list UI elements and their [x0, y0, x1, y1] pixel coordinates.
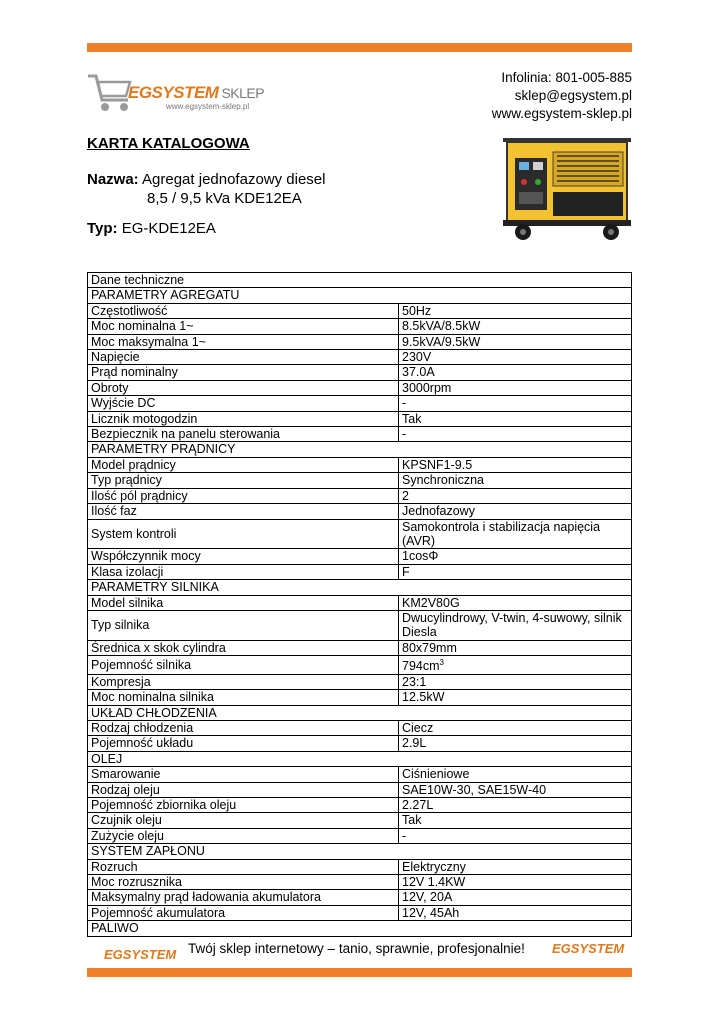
spec-label: Ilość faz	[88, 504, 399, 519]
spec-value-text: 2	[402, 488, 409, 503]
table-row	[88, 380, 632, 395]
spec-label: Obroty	[88, 380, 399, 395]
spec-value-text: 1cosΦ	[402, 549, 439, 564]
spec-value	[399, 890, 632, 905]
footer-logo-left: EGSYSTEM	[104, 947, 177, 962]
spec-value	[399, 656, 632, 675]
spec-value	[399, 519, 632, 549]
spec-label: Klasa izolacji	[88, 564, 399, 579]
table-row	[88, 828, 632, 843]
table-row	[88, 488, 632, 503]
spec-label: Napięcie	[88, 350, 399, 365]
contact-email[interactable]: sklep@egsystem.pl	[514, 88, 632, 103]
spec-label: Moc maksymalna 1~	[88, 334, 399, 349]
spec-label: Licznik motogodzin	[88, 411, 399, 426]
spec-value-text: 80x79mm	[402, 640, 457, 655]
table-row	[88, 890, 632, 905]
spec-value-text: 23:1	[402, 674, 427, 689]
table-row	[88, 767, 632, 782]
spec-label: Maksymalny prąd ładowania akumulatora	[88, 890, 399, 905]
spec-value	[399, 640, 632, 655]
spec-label: Bezpiecznik na panelu sterowania	[88, 427, 399, 442]
spec-value	[399, 549, 632, 564]
table-row	[88, 736, 632, 751]
spec-value-text: -	[402, 828, 407, 843]
spec-value-text: 230V	[402, 350, 432, 365]
top-accent-bar	[87, 43, 632, 52]
spec-label: Rodzaj oleju	[88, 782, 399, 797]
spec-value	[399, 365, 632, 380]
table-row	[88, 457, 632, 472]
bottom-accent-bar	[87, 968, 632, 977]
type-label: Typ:	[87, 220, 118, 237]
section-label: PARAMETRY PRĄDNICY	[88, 442, 632, 457]
spec-label: Zużycie oleju	[88, 828, 399, 843]
spec-value-text: Dwucylindrowy, V-twin, 4-suwowy, silnik Diesla	[402, 610, 622, 640]
spec-value-text: 12V 1.4KW	[402, 875, 466, 889]
contact-phone: Infolinia: 801-005-885	[501, 70, 632, 85]
table-row	[88, 595, 632, 610]
spec-value	[399, 610, 632, 640]
spec-value-text: KPSNF1-9.5	[402, 457, 473, 472]
spec-label: Rozruch	[88, 859, 399, 874]
spec-label: Typ silnika	[88, 610, 399, 640]
spec-value-text: 2.27L	[402, 797, 434, 812]
contact-website[interactable]: www.egsystem-sklep.pl	[491, 106, 632, 121]
logo-brand-suffix: SKLEP	[221, 85, 265, 101]
spec-value-text: KM2V80G	[402, 595, 460, 610]
spec-value	[399, 411, 632, 426]
spec-value-text: Samokontrola i stabilizacja napięcia (AVR)	[402, 519, 601, 548]
spec-value-text: Jednofazowy	[402, 504, 475, 519]
name-line-2: 8,5 / 9,5 kVa KDE12EA	[147, 190, 302, 207]
egsystem-logo[interactable]	[86, 68, 266, 120]
product-name	[87, 170, 325, 208]
table-row	[88, 519, 632, 549]
spec-value-text: 2.9L	[402, 736, 427, 751]
section-header-row	[88, 442, 632, 457]
table-row	[88, 690, 632, 705]
table-row	[88, 640, 632, 655]
section-header-row	[88, 273, 632, 288]
spec-label: Moc nominalna silnika	[88, 690, 399, 705]
section-header-row	[88, 705, 632, 720]
spec-value-text: Ciśnieniowe	[402, 767, 470, 782]
spec-label: Częstotliwość	[88, 303, 399, 318]
spec-value	[399, 875, 632, 890]
spec-value	[399, 797, 632, 812]
table-row	[88, 427, 632, 442]
section-label: Dane techniczne	[88, 273, 632, 288]
spec-value	[399, 473, 632, 488]
table-row	[88, 875, 632, 890]
logo-url: www.egsystem-sklep.pl	[166, 102, 250, 111]
spec-value	[399, 303, 632, 318]
spec-label: Ilość pól prądnicy	[88, 488, 399, 503]
spec-value-text: -	[402, 396, 407, 411]
type-value: EG-KDE12EA	[121, 220, 216, 237]
spec-value-text: 37.0A	[402, 365, 435, 380]
spec-value-text: 8.5kVA/8.5kW	[402, 319, 481, 334]
table-row	[88, 365, 632, 380]
table-row	[88, 473, 632, 488]
spec-value	[399, 782, 632, 797]
spec-label: Typ prądnicy	[88, 473, 399, 488]
spec-value	[399, 488, 632, 503]
spec-value	[399, 690, 632, 705]
spec-label: Model silnika	[88, 595, 399, 610]
spec-label: Rodzaj chłodzenia	[88, 720, 399, 735]
spec-value	[399, 736, 632, 751]
name-label: Nazwa:	[87, 171, 139, 188]
spec-label: Smarowanie	[88, 767, 399, 782]
spec-value	[399, 674, 632, 689]
section-label: PARAMETRY AGREGATU	[88, 288, 632, 303]
section-label: UKŁAD CHŁODZENIA	[88, 705, 632, 720]
spec-value	[399, 457, 632, 472]
spec-value-text: F	[402, 564, 410, 579]
table-row	[88, 797, 632, 812]
table-row	[88, 411, 632, 426]
spec-value	[399, 767, 632, 782]
spec-value	[399, 595, 632, 610]
spec-value	[399, 564, 632, 579]
section-label: PALIWO	[88, 921, 632, 936]
spec-value	[399, 427, 632, 442]
spec-value	[399, 350, 632, 365]
spec-label: Pojemność silnika	[88, 656, 399, 675]
spec-value-text: Synchroniczna	[402, 473, 484, 488]
spec-label: Czujnik oleju	[88, 813, 399, 828]
footer-logo-right: EGSYSTEM	[552, 941, 625, 956]
spec-value	[399, 813, 632, 828]
generator-product-image	[493, 130, 641, 242]
spec-value-text: Tak	[402, 813, 422, 828]
spec-label: Pojemność zbiornika oleju	[88, 797, 399, 812]
spec-value	[399, 319, 632, 334]
spec-value-text: 3000rpm	[402, 380, 452, 395]
table-row	[88, 396, 632, 411]
name-line-1: Agregat jednofazowy diesel	[142, 171, 326, 188]
logo-brand: EGSYSTEM	[128, 83, 219, 102]
table-row	[88, 564, 632, 579]
section-header-row	[88, 580, 632, 595]
spec-label: Model prądnicy	[88, 457, 399, 472]
table-row	[88, 319, 632, 334]
section-header-row	[88, 844, 632, 859]
section-label: OLEJ	[88, 751, 632, 766]
spec-value-text: Elektryczny	[402, 859, 466, 874]
table-row	[88, 334, 632, 349]
product-type	[87, 220, 216, 237]
spec-label: Średnica x skok cylindra	[88, 640, 399, 655]
spec-value	[399, 828, 632, 843]
spec-value	[399, 334, 632, 349]
table-row	[88, 549, 632, 564]
spec-label: Pojemność akumulatora	[88, 905, 399, 920]
spec-value-text: 9.5kVA/9.5kW	[402, 334, 481, 349]
spec-value	[399, 380, 632, 395]
generator-illustration	[493, 130, 641, 242]
spec-value	[399, 396, 632, 411]
spec-value-text: 12.5kW	[402, 690, 445, 705]
spec-value-text: 12V, 45Ah	[402, 905, 460, 920]
shopping-cart-icon	[86, 70, 134, 114]
table-row	[88, 905, 632, 920]
spec-value	[399, 504, 632, 519]
spec-value-text: 12V, 20A	[402, 890, 453, 905]
table-row	[88, 674, 632, 689]
spec-value	[399, 720, 632, 735]
table-row	[88, 303, 632, 318]
section-label: PARAMETRY SILNIKA	[88, 580, 632, 595]
spec-label: Moc nominalna 1~	[88, 319, 399, 334]
section-header-row	[88, 921, 632, 936]
document-title: KARTA KATALOGOWA	[87, 135, 250, 152]
spec-value-text: 794cm	[402, 659, 440, 674]
spec-value-text: Tak	[402, 411, 422, 426]
spec-value-superscript: 3	[439, 658, 444, 668]
spec-label: Współczynnik mocy	[88, 549, 399, 564]
table-row	[88, 859, 632, 874]
spec-label: Pojemność układu	[88, 736, 399, 751]
table-row	[88, 813, 632, 828]
spec-value	[399, 905, 632, 920]
table-row	[88, 504, 632, 519]
spec-label: Prąd nominalny	[88, 365, 399, 380]
spec-value-text: -	[402, 427, 407, 442]
section-header-row	[88, 288, 632, 303]
table-row	[88, 656, 632, 675]
spec-label: Wyjście DC	[88, 396, 399, 411]
table-row	[88, 720, 632, 735]
spec-label: System kontroli	[88, 519, 399, 549]
technical-spec-table	[87, 272, 632, 937]
spec-label: Kompresja	[88, 674, 399, 689]
table-row	[88, 350, 632, 365]
table-row	[88, 782, 632, 797]
contact-block	[492, 69, 632, 123]
section-header-row	[88, 751, 632, 766]
table-row	[88, 610, 632, 640]
spec-value-text: SAE10W-30, SAE15W-40	[402, 782, 547, 797]
spec-label: Moc rozrusznika	[88, 875, 399, 890]
spec-value	[399, 859, 632, 874]
spec-value-text: Ciecz	[402, 720, 434, 735]
footer-slogan: Twój sklep internetowy – tanio, sprawnie, profesjonalnie!	[188, 941, 525, 956]
spec-value-text: 50Hz	[402, 303, 432, 318]
section-label: SYSTEM ZAPŁONU	[88, 844, 632, 859]
